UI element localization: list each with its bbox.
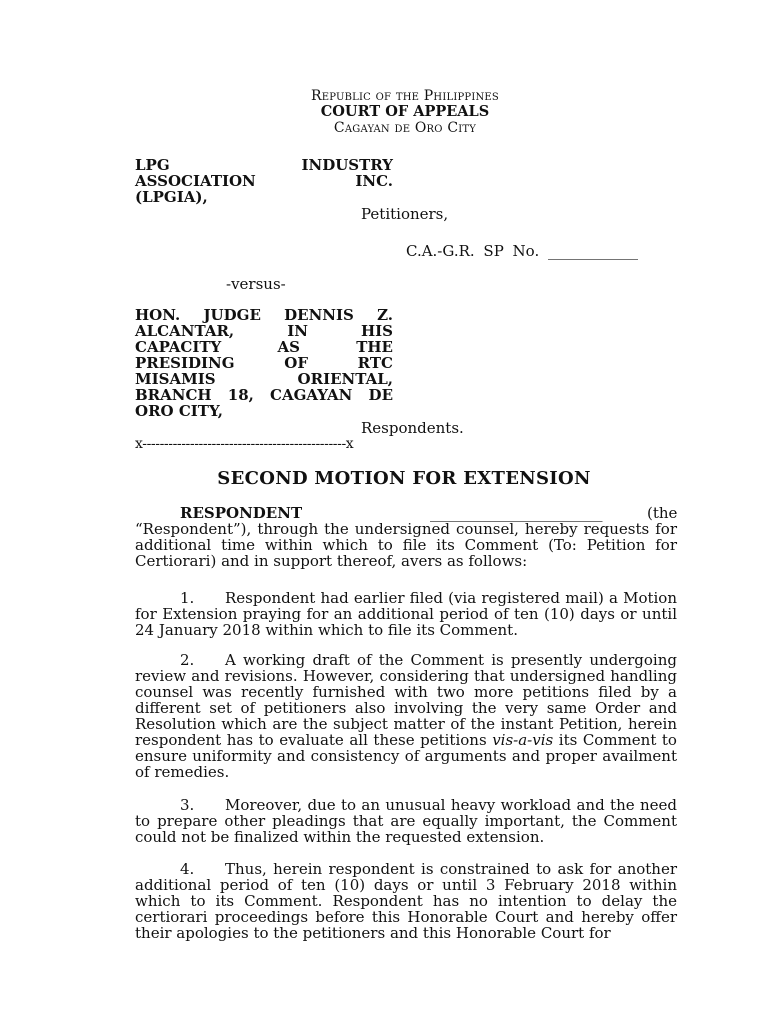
respondent-role: Respondents.	[361, 419, 464, 437]
paragraph-2-italic: vis-a-vis	[492, 731, 554, 749]
case-number: C.A.-G.R. SP No. ____________	[406, 242, 638, 260]
paragraph-3	[135, 797, 677, 845]
intro-the: (the	[647, 504, 678, 522]
intro-paragraph: “Respondent”), through the undersigned counsel, hereby requests for additional time within which to file its Comment (To: Petition for Certiorari) and in support thereof, avers as follows:	[135, 520, 677, 570]
paragraph-2	[135, 652, 677, 780]
court-heading: COURT OF APPEALS	[320, 103, 490, 120]
respondent-line-4: PRESIDING OF RTC	[135, 354, 393, 372]
paragraph-2-number: 2.	[180, 651, 195, 669]
motion-title: SECOND MOTION FOR EXTENSION	[217, 468, 591, 489]
respondent-name-blank: _______________________	[430, 504, 603, 522]
paragraph-4-text: Thus, herein respondent is constrained to ask for another additional period of ten (10) days or until 3 February 2018 within which to its Comment. Respondent has no intention to delay the certiorari proceedings before this Honorable Court and hereby offer their apologies to the petitioners and this Honorable Court for	[135, 860, 677, 942]
paragraph-2-text-before: A working draft of the Comment is presently undergoing review and revisions. However, considering that undersigned handling counsel was recently furnished with two more petitions filed by a different set of petitioners also involving the very same Order and Resolution which are the subject matter of the instant Petition, herein respondent has to evaluate all these petitions	[135, 651, 677, 749]
respondent-line-5: MISAMIS ORIENTAL,	[135, 370, 393, 388]
respondent-label: RESPONDENT	[180, 504, 303, 522]
republic-heading: Republic of the Philippines	[311, 88, 499, 104]
paragraph-1-number: 1.	[180, 589, 195, 607]
paragraph-1-text: Respondent had earlier filed (via registered mail) a Motion for Extension praying for an additional period of ten (10) days or until 24 January 2018 within which to file its Comment.	[135, 589, 677, 639]
petitioner-line-1: LPG INDUSTRY	[135, 156, 393, 174]
caption-separator: x-----------------------------------------------x	[135, 436, 354, 452]
respondent-line-6: BRANCH 18, CAGAYAN DE	[135, 386, 393, 404]
respondent-line-7: ORO CITY,	[135, 402, 223, 420]
versus-label: -versus-	[226, 275, 286, 293]
paragraph-4	[135, 861, 677, 941]
respondent-line-3: CAPACITY AS THE	[135, 338, 393, 356]
petitioner-line-3: (LPGIA),	[135, 188, 208, 206]
respondent-line-1: HON. JUDGE DENNIS Z.	[135, 306, 393, 324]
petitioner-line-2: ASSOCIATION INC.	[135, 172, 393, 190]
petitioner-role: Petitioners,	[361, 205, 449, 223]
paragraph-1	[135, 590, 677, 638]
paragraph-2-text-after: its Comment to ensure uniformity and consistency of arguments and proper availment of remedies.	[135, 731, 677, 781]
respondent-line-2: ALCANTAR, IN HIS	[135, 322, 393, 340]
paragraph-3-number: 3.	[180, 796, 195, 814]
paragraph-4-number: 4.	[180, 860, 195, 878]
paragraph-3-text: Moreover, due to an unusual heavy workload and the need to prepare other pleadings that are equally important, the Comment could not be finalized within the requested extension.	[135, 796, 677, 846]
city-heading: Cagayan de Oro City	[333, 120, 477, 136]
